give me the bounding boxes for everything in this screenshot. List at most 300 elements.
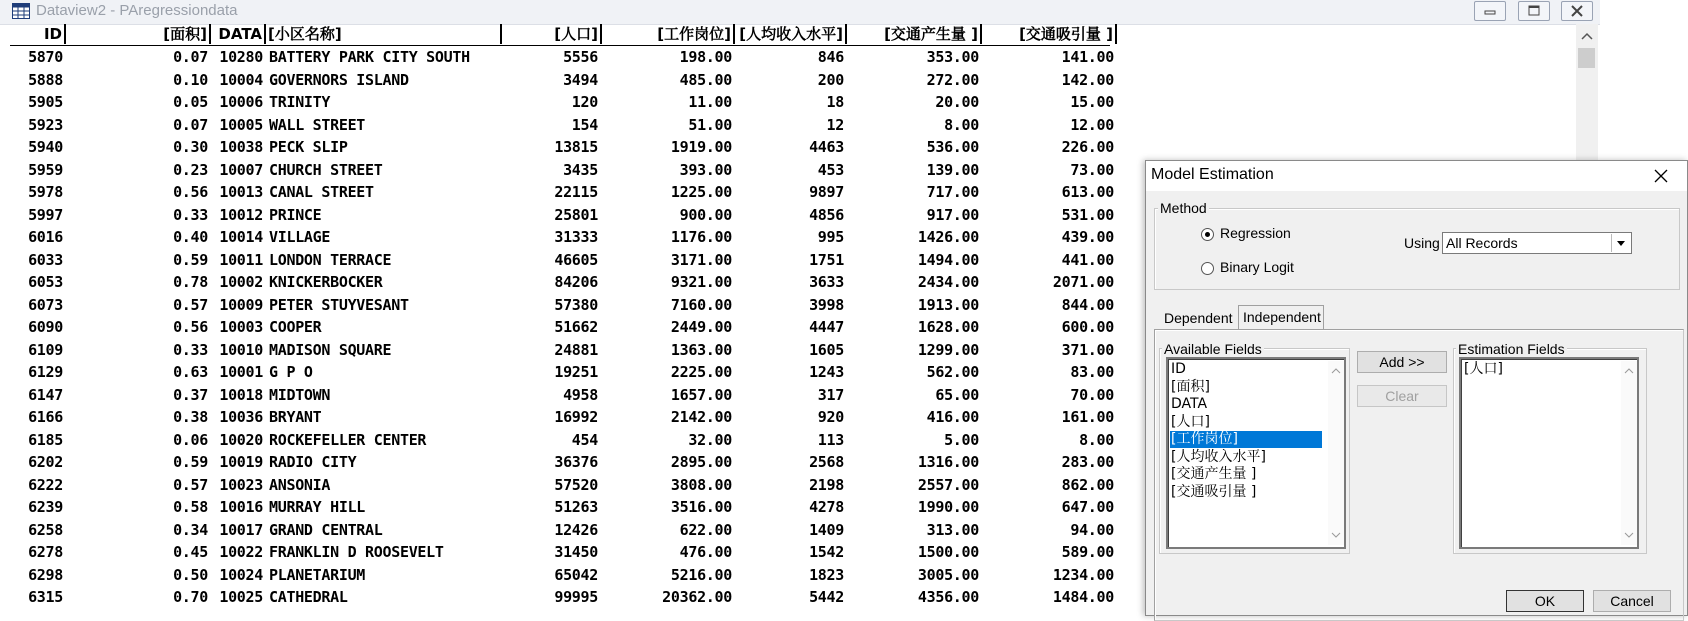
cell-id[interactable]: 5905 [28,93,63,111]
table-row[interactable] [10,46,1114,68]
minimize-button[interactable] [1474,1,1506,21]
minimize-icon [1475,2,1505,20]
cell-zone-name[interactable]: PLANETARIUM [269,565,366,584]
cell-data[interactable]: 10024 [219,565,263,584]
cell-trip-attraction[interactable]: 589.00 [1061,543,1114,561]
cell-data[interactable]: 10011 [219,250,263,269]
cell-trip-attraction[interactable]: 1484.00 [1052,588,1114,606]
using-select[interactable] [1442,232,1632,254]
cell-id[interactable]: 6239 [28,498,63,516]
tab-independent[interactable]: Independent [1238,305,1324,329]
cell-data[interactable]: 10003 [219,318,263,336]
cell-data[interactable]: 10019 [219,453,263,471]
cell-id[interactable]: 5997 [28,205,63,224]
cell-jobs[interactable]: 198.00 [679,48,732,66]
cell-area[interactable]: 0.40 [173,228,208,246]
data-grid [10,24,1114,614]
cell-income[interactable]: 453 [817,160,844,179]
cell-data[interactable]: 10012 [219,205,263,224]
cell-data[interactable]: 10005 [219,115,263,134]
list-item[interactable]: [交通吸引量 ] [1171,483,1257,500]
table-row[interactable] [10,429,1114,451]
cell-income[interactable]: 1751 [809,250,844,269]
cell-zone-name[interactable]: BATTERY PARK CITY SOUTH [269,48,470,66]
restore-icon [1519,2,1549,20]
cell-population[interactable]: 84206 [554,273,598,291]
table-row[interactable] [10,294,1114,316]
cell-zone-name[interactable]: MADISON SQUARE [269,340,392,359]
table-row[interactable] [10,91,1114,113]
cell-area[interactable]: 0.07 [173,48,208,66]
cell-population[interactable]: 3494 [563,70,598,89]
cell-zone-name[interactable]: G P O [269,363,313,381]
table-row[interactable] [10,204,1114,226]
table-row[interactable] [10,136,1114,158]
cell-zone-name[interactable]: PRINCE [269,205,322,224]
cell-population[interactable]: 31333 [554,228,598,246]
maximize-button[interactable] [1518,1,1550,21]
cell-id[interactable]: 6109 [28,340,63,359]
cell-zone-name[interactable]: VILLAGE [269,228,331,246]
cell-trip-production[interactable]: 1990.00 [917,498,979,516]
cell-trip-attraction[interactable]: 844.00 [1061,295,1114,314]
cell-population[interactable]: 4958 [563,385,598,404]
cell-area[interactable]: 0.57 [173,295,208,314]
model-estimation-dialog [1145,160,1688,616]
cell-trip-production[interactable]: 20.00 [935,93,979,111]
scrollbar-thumb[interactable] [1578,48,1595,68]
cell-area[interactable]: 0.07 [173,115,208,134]
cell-trip-production[interactable]: 1316.00 [917,453,979,471]
dialog-titlebar[interactable] [1146,161,1687,191]
table-row[interactable] [10,384,1114,406]
cell-id[interactable]: 6278 [28,543,63,561]
cell-data[interactable]: 10006 [219,93,263,111]
cell-zone-name[interactable]: ANSONIA [269,475,331,494]
cell-jobs[interactable]: 1176.00 [670,228,732,246]
cell-area[interactable]: 0.10 [173,70,208,89]
cell-jobs[interactable]: 3808.00 [670,475,732,494]
table-row[interactable] [10,226,1114,248]
cell-population[interactable]: 19251 [554,363,598,381]
cell-population[interactable]: 24881 [554,340,598,359]
cell-jobs[interactable]: 5216.00 [670,565,732,584]
table-row[interactable] [10,541,1114,563]
col-header-population[interactable]: [人口] [502,24,602,44]
cell-population[interactable]: 22115 [554,183,598,201]
cell-trip-production[interactable]: 1494.00 [917,250,979,269]
cell-trip-attraction[interactable]: 441.00 [1061,250,1114,269]
cell-population[interactable]: 51263 [554,498,598,516]
cell-id[interactable]: 6315 [28,588,63,606]
cell-zone-name[interactable]: GOVERNORS ISLAND [269,70,409,89]
cell-area[interactable]: 0.05 [173,93,208,111]
cell-jobs[interactable]: 476.00 [679,543,732,561]
cell-data[interactable]: 10025 [219,588,263,606]
cell-trip-attraction[interactable]: 73.00 [1070,160,1114,179]
cell-trip-attraction[interactable]: 371.00 [1061,340,1114,359]
list-item[interactable]: [人口] [1171,413,1210,430]
col-header-jobs[interactable]: [工作岗位] [602,24,735,44]
cell-income[interactable]: 1542 [809,543,844,561]
cell-trip-attraction[interactable]: 83.00 [1070,363,1114,381]
using-label: Using [1404,235,1440,251]
cell-id[interactable]: 6222 [28,475,63,494]
cell-population[interactable]: 65042 [554,565,598,584]
cell-trip-production[interactable]: 8.00 [944,115,979,134]
ok-button[interactable]: OK [1506,590,1584,612]
cell-area[interactable]: 0.50 [173,565,208,584]
cell-id[interactable]: 6129 [28,363,63,381]
list-scrollbar[interactable] [1621,361,1637,545]
cell-area[interactable]: 0.23 [173,160,208,179]
cell-population[interactable]: 25801 [554,205,598,224]
cell-id[interactable]: 6090 [28,318,63,336]
cell-population[interactable]: 12426 [554,520,598,539]
cell-trip-production[interactable]: 4356.00 [917,588,979,606]
cell-trip-attraction[interactable]: 647.00 [1061,498,1114,516]
cell-data[interactable]: 10009 [219,295,263,314]
cell-id[interactable]: 6147 [28,385,63,404]
cell-trip-production[interactable]: 917.00 [926,205,979,224]
cell-income[interactable]: 2568 [809,453,844,471]
cell-trip-attraction[interactable]: 531.00 [1061,205,1114,224]
cell-area[interactable]: 0.33 [173,205,208,224]
method-label: Method [1160,200,1207,216]
cell-zone-name[interactable]: COOPER [269,318,322,336]
cell-trip-production[interactable]: 1426.00 [917,228,979,246]
cell-id[interactable]: 5940 [28,138,63,156]
cell-trip-attraction[interactable]: 161.00 [1061,408,1114,426]
cell-zone-name[interactable]: GRAND CENTRAL [269,520,383,539]
cell-trip-attraction[interactable]: 439.00 [1061,228,1114,246]
table-row[interactable] [10,519,1114,541]
cell-jobs[interactable]: 1657.00 [670,385,732,404]
cell-id[interactable]: 6185 [28,430,63,449]
cell-zone-name[interactable]: PETER STUYVESANT [269,295,409,314]
table-row[interactable] [10,249,1114,271]
cell-jobs[interactable]: 2895.00 [670,453,732,471]
grid-header [10,24,1113,45]
cell-income[interactable]: 4856 [809,205,844,224]
cell-jobs[interactable]: 2449.00 [670,318,732,336]
cell-income[interactable]: 4463 [809,138,844,156]
cell-trip-attraction[interactable]: 1234.00 [1052,565,1114,584]
cell-population[interactable]: 5556 [563,48,598,66]
cell-id[interactable]: 5870 [28,48,63,66]
list-item[interactable]: [人均收入水平] [1171,448,1266,465]
cell-trip-production[interactable]: 313.00 [926,520,979,539]
cell-id[interactable]: 6016 [28,228,63,246]
cell-area[interactable]: 0.78 [173,273,208,291]
col-header-trip-attraction[interactable]: [交通吸引量 ] [982,24,1117,44]
cell-trip-attraction[interactable]: 12.00 [1070,115,1114,134]
cell-trip-production[interactable]: 717.00 [926,183,979,201]
cell-trip-production[interactable]: 139.00 [926,160,979,179]
table-row[interactable] [10,474,1114,496]
cell-area[interactable]: 0.59 [173,250,208,269]
cell-trip-attraction[interactable]: 15.00 [1070,93,1114,111]
cell-population[interactable]: 13815 [554,138,598,156]
cell-trip-production[interactable]: 3005.00 [917,565,979,584]
add-field-button[interactable]: Add >> [1357,351,1447,373]
cell-trip-attraction[interactable]: 862.00 [1061,475,1114,494]
cell-trip-production[interactable]: 272.00 [926,70,979,89]
cell-zone-name[interactable]: MIDTOWN [269,385,331,404]
cell-income[interactable]: 9897 [809,183,844,201]
scroll-arrows-icon [1621,361,1637,545]
cell-population[interactable]: 3435 [563,160,598,179]
cell-id[interactable]: 6033 [28,250,63,269]
cell-data[interactable]: 10022 [219,543,263,561]
col-header-area[interactable]: [面积] [66,24,211,44]
cell-population[interactable]: 57520 [554,475,598,494]
cell-income[interactable]: 1409 [809,520,844,539]
cell-id[interactable]: 5923 [28,115,63,134]
cancel-button[interactable]: Cancel [1593,590,1671,612]
cell-trip-attraction[interactable]: 8.00 [1079,430,1114,449]
cell-data[interactable]: 10038 [219,138,263,156]
cell-income[interactable]: 5442 [809,588,844,606]
cell-income[interactable]: 1823 [809,565,844,584]
cell-area[interactable]: 0.38 [173,408,208,426]
dropdown-button[interactable] [1611,234,1630,252]
table-row[interactable] [10,114,1114,136]
cell-trip-production[interactable]: 1299.00 [917,340,979,359]
cell-trip-production[interactable]: 2557.00 [917,475,979,494]
cell-jobs[interactable]: 9321.00 [670,273,732,291]
cell-trip-attraction[interactable]: 141.00 [1061,48,1114,66]
cell-id[interactable]: 5959 [28,160,63,179]
table-row[interactable] [10,69,1114,91]
cell-id[interactable]: 5978 [28,183,63,201]
col-header-income[interactable]: [人均收入水平] [735,24,847,44]
cell-area[interactable]: 0.57 [173,475,208,494]
cell-trip-production[interactable]: 562.00 [926,363,979,381]
cell-area[interactable]: 0.58 [173,498,208,516]
cell-area[interactable]: 0.30 [173,138,208,156]
cell-zone-name[interactable]: CANAL STREET [269,183,374,201]
dataview-titlebar[interactable] [0,0,1600,25]
cell-id[interactable]: 6053 [28,273,63,291]
table-row[interactable] [10,361,1114,383]
cell-data[interactable]: 10010 [219,340,263,359]
cell-data[interactable]: 10002 [219,273,263,291]
table-row[interactable] [10,586,1114,608]
cell-income[interactable]: 200 [817,70,844,89]
table-row[interactable] [10,496,1114,518]
cell-jobs[interactable]: 11.00 [688,93,732,111]
col-header-data[interactable]: DATA [211,24,266,44]
cell-trip-production[interactable]: 5.00 [944,430,979,449]
close-window-button[interactable] [1561,1,1593,21]
cell-jobs[interactable]: 3516.00 [670,498,732,516]
cell-income[interactable]: 3998 [809,295,844,314]
cell-population[interactable]: 120 [571,93,598,111]
cell-trip-production[interactable]: 416.00 [926,408,979,426]
cell-data[interactable]: 10016 [219,498,263,516]
cell-jobs[interactable]: 2225.00 [670,363,732,381]
cell-trip-production[interactable]: 1913.00 [917,295,979,314]
cell-data[interactable]: 10020 [219,430,263,449]
cell-trip-attraction[interactable]: 226.00 [1061,138,1114,156]
cell-zone-name[interactable]: PECK SLIP [269,138,348,156]
cell-data[interactable]: 10036 [219,408,263,426]
cell-population[interactable]: 454 [571,430,598,449]
cell-trip-production[interactable]: 1500.00 [917,543,979,561]
cell-data[interactable]: 10004 [219,70,263,89]
cell-income[interactable]: 4447 [809,318,844,336]
cell-zone-name[interactable]: WALL STREET [269,115,366,134]
cell-jobs[interactable]: 622.00 [679,520,732,539]
table-row[interactable] [10,181,1114,203]
cell-jobs[interactable]: 393.00 [679,160,732,179]
cell-jobs[interactable]: 1363.00 [670,340,732,359]
cell-zone-name[interactable]: RADIO CITY [269,453,357,471]
cell-data[interactable]: 10018 [219,385,263,404]
table-row[interactable] [10,451,1114,473]
close-icon[interactable] [1651,166,1671,186]
cell-income[interactable]: 920 [817,408,844,426]
cell-data[interactable]: 10014 [219,228,263,246]
radio-regression[interactable] [1201,228,1214,241]
cell-trip-production[interactable]: 2434.00 [917,273,979,291]
cell-area[interactable]: 0.63 [173,363,208,381]
cell-population[interactable]: 99995 [554,588,598,606]
cell-data[interactable]: 10023 [219,475,263,494]
table-row[interactable] [10,406,1114,428]
cell-data[interactable]: 10017 [219,520,263,539]
cell-income[interactable]: 113 [817,430,844,449]
cell-id[interactable]: 6166 [28,408,63,426]
table-row[interactable] [10,316,1114,338]
table-row[interactable] [10,564,1114,586]
cell-population[interactable]: 46605 [554,250,598,269]
cell-jobs[interactable]: 51.00 [688,115,732,134]
cell-trip-attraction[interactable]: 600.00 [1061,318,1114,336]
cell-area[interactable]: 0.06 [173,430,208,449]
cell-zone-name[interactable]: MURRAY HILL [269,498,366,516]
cell-zone-name[interactable]: CATHEDRAL [269,588,348,606]
cell-population[interactable]: 36376 [554,453,598,471]
cell-jobs[interactable]: 1919.00 [670,138,732,156]
table-row[interactable] [10,159,1114,181]
cell-trip-attraction[interactable]: 142.00 [1061,70,1114,89]
cell-income[interactable]: 317 [817,385,844,404]
table-row[interactable] [10,271,1114,293]
cell-area[interactable]: 0.59 [173,453,208,471]
cell-data[interactable]: 10007 [219,160,263,179]
cell-zone-name[interactable]: CHURCH STREET [269,160,383,179]
list-item[interactable]: [人口] [1464,361,1503,377]
cell-trip-production[interactable]: 1628.00 [917,318,979,336]
cell-area[interactable]: 0.56 [173,183,208,201]
cell-area[interactable]: 0.70 [173,588,208,606]
cell-area[interactable]: 0.37 [173,385,208,404]
cell-id[interactable]: 6258 [28,520,63,539]
cell-income[interactable]: 846 [817,48,844,66]
cell-trip-attraction[interactable]: 2071.00 [1052,273,1114,291]
cell-income[interactable]: 12 [826,115,844,134]
col-header-trip-production[interactable]: [交通产生量 ] [847,24,982,44]
cell-jobs[interactable]: 20362.00 [662,588,732,606]
chevron-down-icon [1612,234,1630,252]
cell-income[interactable]: 4278 [809,498,844,516]
cell-population[interactable]: 57380 [554,295,598,314]
cell-population[interactable]: 16992 [554,408,598,426]
cell-trip-production[interactable]: 65.00 [935,385,979,404]
cell-zone-name[interactable]: LONDON TERRACE [269,250,392,269]
cell-trip-attraction[interactable]: 283.00 [1061,453,1114,471]
cell-id[interactable]: 6073 [28,295,63,314]
cell-trip-production[interactable]: 536.00 [926,138,979,156]
cell-income[interactable]: 1243 [809,363,844,381]
cell-trip-production[interactable]: 353.00 [926,48,979,66]
cell-zone-name[interactable]: TRINITY [269,93,331,111]
radio-binary-logit[interactable] [1201,262,1214,275]
cell-population[interactable]: 31450 [554,543,598,561]
list-item[interactable]: [面积] [1171,378,1210,395]
cell-jobs[interactable]: 3171.00 [670,250,732,269]
cell-income[interactable]: 18 [826,93,844,111]
cell-id[interactable]: 5888 [28,70,63,89]
list-item[interactable]: ID [1171,361,1186,377]
cell-jobs[interactable]: 2142.00 [670,408,732,426]
clear-button[interactable]: Clear [1357,385,1447,407]
cell-income[interactable]: 3633 [809,273,844,291]
cell-population[interactable]: 154 [571,115,598,134]
list-item[interactable]: [交通产生量 ] [1171,466,1257,482]
scroll-up-arrow-icon[interactable] [1581,32,1593,40]
cell-trip-attraction[interactable]: 613.00 [1061,183,1114,201]
cell-jobs[interactable]: 485.00 [679,70,732,89]
cell-jobs[interactable]: 32.00 [688,430,732,449]
using-select-value: All Records [1446,235,1518,251]
cell-data[interactable]: 10280 [219,48,263,66]
table-row[interactable] [10,339,1114,361]
cell-income[interactable]: 995 [817,228,844,246]
col-header-zone-name[interactable]: [小区名称] [266,24,502,44]
cell-trip-attraction[interactable]: 94.00 [1070,520,1114,539]
cell-trip-attraction[interactable]: 70.00 [1070,385,1114,404]
cell-zone-name[interactable]: KNICKERBOCKER [269,273,383,291]
tab-dependent[interactable]: Dependent [1164,310,1233,326]
col-header-id[interactable]: ID [10,24,66,44]
cell-jobs[interactable]: 1225.00 [670,183,732,201]
cell-data[interactable]: 10013 [219,183,263,201]
cell-income[interactable]: 1605 [809,340,844,359]
cell-zone-name[interactable]: FRANKLIN D ROOSEVELT [269,543,444,561]
cell-zone-name[interactable]: ROCKEFELLER CENTER [269,430,427,449]
cell-area[interactable]: 0.33 [173,340,208,359]
cell-zone-name[interactable]: BRYANT [269,408,322,426]
cell-population[interactable]: 51662 [554,318,598,336]
cell-area[interactable]: 0.45 [173,543,208,561]
cell-id[interactable]: 6298 [28,565,63,584]
estimation-fields-list[interactable] [1459,357,1639,549]
cell-area[interactable]: 0.34 [173,520,208,539]
available-fields-list[interactable] [1166,357,1346,549]
cell-jobs[interactable]: 900.00 [679,205,732,224]
list-item[interactable]: DATA [1171,396,1208,412]
cell-area[interactable]: 0.56 [173,318,208,336]
cell-jobs[interactable]: 7160.00 [670,295,732,314]
cell-id[interactable]: 6202 [28,453,63,471]
cell-data[interactable]: 10001 [219,363,263,381]
list-item[interactable]: [工作岗位] [1170,431,1322,448]
list-scrollbar[interactable] [1328,361,1344,545]
cell-income[interactable]: 2198 [809,475,844,494]
